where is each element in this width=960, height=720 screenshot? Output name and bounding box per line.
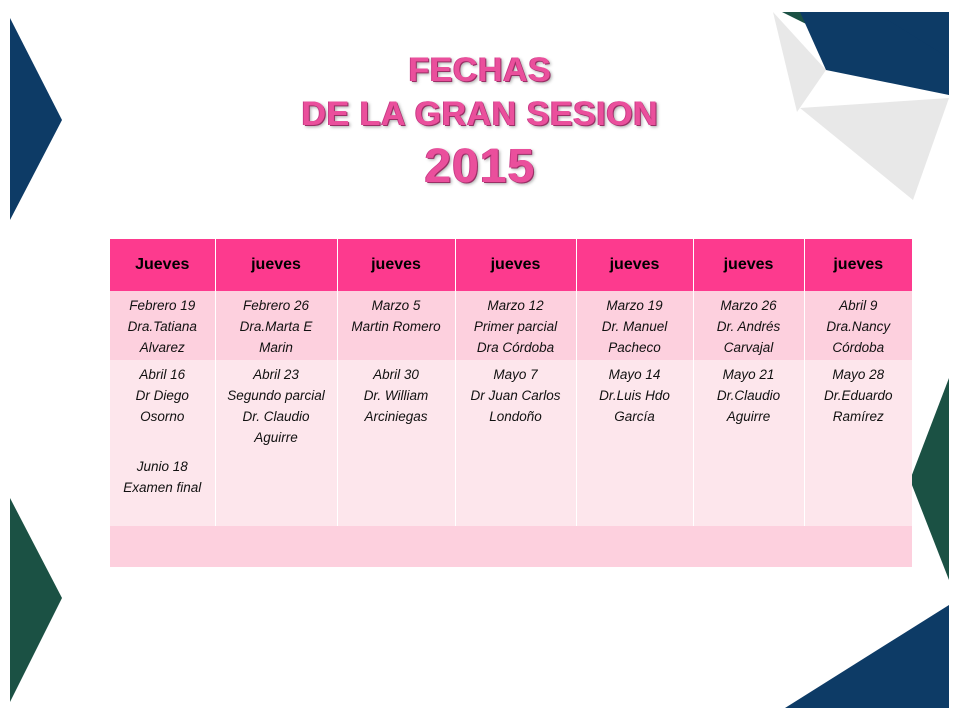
session-cell [215, 360, 337, 452]
table-row [110, 452, 912, 526]
session-detail: Dr. William [363, 388, 429, 403]
session-detail: Dr.Luis Hdo [599, 388, 670, 403]
right-green-triangle [910, 378, 949, 580]
session-date: Abril 9 [839, 298, 878, 313]
session-cell [576, 360, 693, 452]
empty-cell [693, 452, 804, 526]
header-cell: Jueves [110, 239, 215, 291]
session-date: Abril 30 [373, 367, 419, 382]
session-cell [693, 360, 804, 452]
session-date: Mayo 14 [608, 367, 661, 382]
session-detail: Carvajal [723, 340, 774, 355]
session-detail: Dra Córdoba [476, 340, 555, 355]
session-date: Mayo 28 [832, 367, 885, 382]
session-detail: Dr Juan Carlos [470, 388, 561, 403]
right-navy-triangle [785, 605, 949, 708]
session-detail: García [614, 409, 655, 424]
session-detail: Aguirre [726, 409, 771, 424]
header-cell: jueves [215, 239, 337, 291]
session-date: Marzo 26 [720, 298, 777, 313]
empty-footer-cell [110, 526, 912, 567]
session-cell [110, 360, 215, 452]
session-cell [804, 360, 912, 452]
title-year: 2015 [424, 140, 536, 193]
session-detail: Primer parcial [473, 319, 558, 334]
session-date: Marzo 5 [371, 298, 421, 313]
header-cell: jueves [693, 239, 804, 291]
session-detail: Dr Diego [135, 388, 189, 403]
table-footer-row [110, 526, 912, 567]
session-detail: Ramírez [832, 409, 884, 424]
session-detail: Aguirre [254, 430, 298, 445]
header-cell: jueves [337, 239, 455, 291]
session-date: Febrero 26 [242, 298, 310, 313]
session-detail: Dra.Marta E [239, 319, 313, 334]
session-date: Abril 16 [139, 367, 186, 382]
header-cell: jueves [804, 239, 912, 291]
title-line-2: DE LA GRAN SESION [301, 95, 659, 133]
session-date: Marzo 19 [606, 298, 663, 313]
session-detail: Córdoba [832, 340, 885, 355]
session-detail: Dra.Tatiana [127, 319, 197, 334]
session-cell [215, 291, 337, 360]
session-detail: Dr.Eduardo [823, 388, 893, 403]
empty-cell [576, 452, 693, 526]
session-cell [693, 291, 804, 360]
session-detail: Martin Romero [351, 319, 441, 334]
empty-cell [337, 452, 455, 526]
session-cell [337, 360, 455, 452]
session-date: Abril 23 [253, 367, 299, 382]
session-detail: Alvarez [139, 340, 185, 355]
session-cell [455, 291, 576, 360]
session-detail: Dr. Claudio [242, 409, 310, 424]
session-date: Febrero 19 [129, 298, 196, 313]
session-detail: Dr. Manuel [601, 319, 668, 334]
session-cell [110, 291, 215, 360]
empty-cell [804, 452, 912, 526]
table-row [110, 291, 912, 360]
session-cell [576, 291, 693, 360]
title-line-1: FECHAS [408, 51, 552, 89]
empty-cell [215, 452, 337, 526]
session-detail: Osorno [140, 409, 185, 424]
session-detail: Pacheco [608, 340, 661, 355]
session-detail: Examen final [123, 480, 202, 495]
left-green-triangle [10, 498, 62, 702]
session-detail: Dr.Claudio [716, 388, 781, 403]
table-row [110, 360, 912, 452]
session-cell [804, 291, 912, 360]
session-cell [110, 452, 215, 526]
session-detail: Dr. Andrés [716, 319, 781, 334]
header-cell: jueves [576, 239, 693, 291]
session-date: Mayo 7 [493, 367, 538, 382]
session-detail: Arciniegas [364, 409, 428, 424]
header-cell: jueves [455, 239, 576, 291]
schedule-table [110, 239, 912, 567]
session-detail: Marin [259, 340, 293, 355]
session-cell [337, 291, 455, 360]
header-row [110, 239, 912, 291]
session-detail: Segundo parcial [227, 388, 325, 403]
session-date: Junio 18 [136, 459, 188, 474]
session-date: Marzo 12 [487, 298, 544, 313]
empty-cell [455, 452, 576, 526]
session-detail: Dra.Nancy [826, 319, 891, 334]
session-cell [455, 360, 576, 452]
session-detail: Londoño [489, 409, 542, 424]
session-date: Mayo 21 [722, 367, 775, 382]
